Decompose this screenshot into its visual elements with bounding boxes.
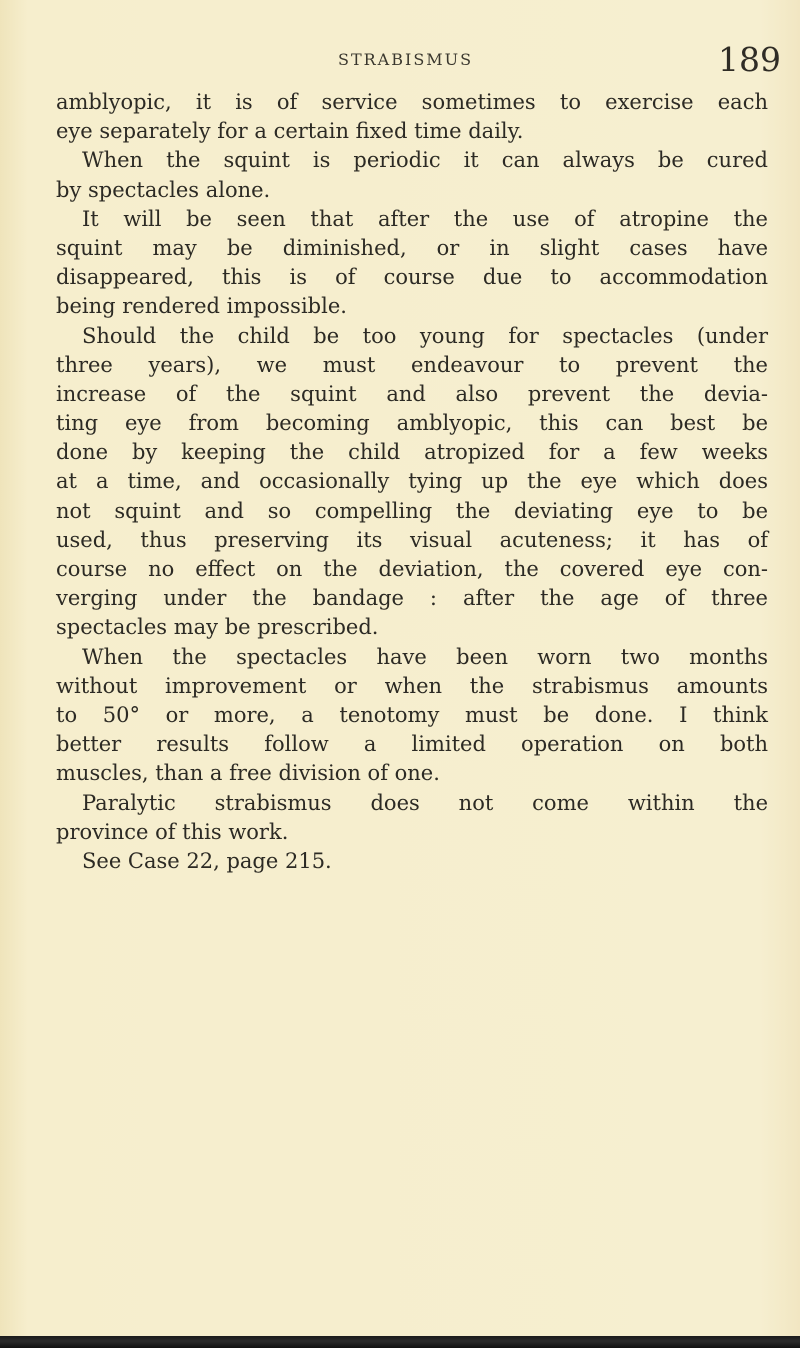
text-line: being rendered impossible. [56,294,347,319]
text-line: by spectacles alone. [56,177,271,202]
text-line: spectacles may be prescribed. [56,615,379,640]
text-line: better results follow a limited operation on both [56,732,768,757]
text-line: Paralytic strabismus does not come within the [82,790,768,815]
text-line: used, thus preserving its visual acuteness; it has of [56,527,768,552]
text-line: three years), we must endeavour to prevent the [56,352,768,377]
text-line: See Case 22, page 215. [82,848,332,873]
text-line: without improvement or when the strabismus amounts [56,673,768,698]
text-line: province of this work. [56,819,289,844]
text-line: It will be seen that after the use of atropine the [82,206,768,231]
text-line: eye separately for a certain fixed time daily. [56,119,524,144]
text-line: done by keeping the child atropized for a few weeks [56,440,768,465]
text-line: amblyopic, it is of service sometimes to exercise each [56,90,768,114]
text-line: verging under the bandage : after the age of three [56,586,768,611]
text-line: When the spectacles have been worn two months [82,644,768,669]
text-line: at a time, and occasionally tying up the eye which does [56,469,768,494]
text-line: When the squint is periodic it can always be cured [82,148,768,173]
text-line: increase of the squint and also prevent the devia- [56,381,768,406]
text-line: squint may be diminished, or in slight cases have [56,235,768,260]
text-line: to 50° or more, a tenotomy must be done. I think [56,702,768,727]
text-line: ting eye from becoming amblyopic, this can best be [56,411,768,436]
text-line: disappeared, this is of course due to accommodation [56,265,768,290]
text-line: not squint and so compelling the deviating eye to be [56,498,768,523]
text-line: course no effect on the deviation, the covered eye con- [56,557,768,581]
text-line: muscles, than a free division of one. [56,761,440,786]
page-bottom-edge [0,1336,800,1348]
body-text [56,88,768,876]
text-line: Should the child be too young for spectacles (under [82,323,768,348]
page-header [0,38,800,78]
running-head: STRABISMUS [338,50,474,69]
page-number: 189 [718,40,781,79]
